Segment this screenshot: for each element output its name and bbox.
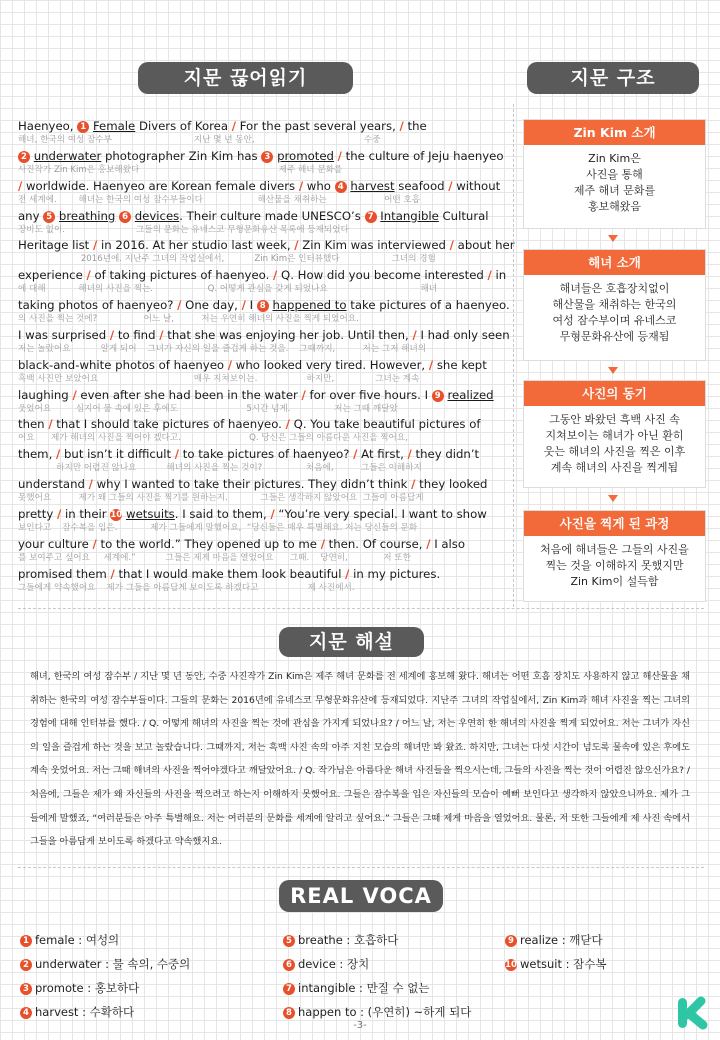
number-badge-4: 4 [20, 1007, 32, 1019]
keyword: happened to [272, 298, 347, 313]
korean-translation: 어요 제가 해녀의 사진을 찍어야 겠다고. Q. 당신은 그들의 아름다운 사진을 찍어요, [18, 433, 408, 444]
slash-mark: / [448, 178, 453, 193]
text-segment: for over five hours. I [305, 387, 432, 402]
text-segment: One day, [181, 298, 242, 313]
reading-line [18, 238, 515, 268]
structure-box-body [524, 275, 705, 351]
korean-translation: 사진작가 Zin Kim은 홍보해왔다 제주 해녀 문화를 [18, 164, 343, 175]
text-segment: in 2016. At her studio last week, [97, 238, 295, 253]
number-badge-2: 2 [20, 959, 32, 971]
voca-item [20, 1004, 134, 1020]
slash-mark: / [231, 119, 237, 133]
text-segment: Heritage list [18, 238, 93, 253]
text-segment: she kept [433, 357, 487, 372]
number-badge-8: 8 [283, 1007, 295, 1019]
text-segment: Haenyeo, [18, 119, 78, 133]
structure-box [523, 380, 706, 488]
structure-box [523, 249, 706, 361]
korean-translation: 의 사진을 찍는 것에? 어느 날, 저는 우연히 해녀의 사진을 찍게 되었어요. [18, 314, 359, 325]
structure-line: 지쳐보이는 해녀가 아닌 환히 [545, 429, 684, 442]
down-arrow-icon [608, 495, 618, 502]
text-segment: I was surprised [18, 327, 110, 342]
structure-line: 제주 해녀 문화를 [573, 184, 656, 197]
text-segment: taking photos of haenyeo? [18, 298, 178, 313]
text-segment: I had only seen [416, 327, 510, 342]
slash-mark: / [412, 327, 417, 342]
text-segment: take pictures of a haenyeo. [346, 298, 510, 313]
keyword: Female [92, 119, 136, 133]
text-segment: but isn’t it difficult [60, 447, 175, 462]
slash-mark: / [56, 506, 62, 521]
number-badge-8: 8 [257, 300, 269, 312]
text-segment: then. Of course, [324, 536, 427, 551]
number-badge-7: 7 [365, 211, 377, 223]
structure-line: Zin Kim은 [588, 152, 641, 165]
text-segment: promised them [18, 566, 111, 581]
text-segment: photographer Zin Kim has [101, 148, 262, 163]
text-segment: to find [114, 327, 160, 342]
reading-line [18, 507, 504, 537]
text-segment: . I said to them, [174, 506, 271, 521]
voca-word: realize : 깨닫다 [520, 933, 603, 947]
text-segment: . Their culture made UNESCO’s [179, 208, 365, 223]
text-segment: For the past several years, [236, 119, 400, 133]
keyword: realized [447, 387, 494, 402]
text-segment: then [18, 417, 49, 432]
slash-mark: / [72, 387, 77, 402]
structure-line: 그동안 봐왔던 흑백 사진 속 [549, 413, 680, 426]
voca-item [283, 1004, 471, 1020]
korean-translation: 그들에게 약속했어요 제가 그들을 아름답게 보이도록 하겠다고 제 사진에서. [18, 582, 355, 593]
text-segment: to the world.” They opened up to me [96, 536, 321, 551]
slash-mark: / [159, 327, 164, 342]
text-segment: Divers of Korea [135, 119, 232, 133]
text-segment: black-and-white photos of haenyeo [18, 357, 228, 372]
reading-line [18, 388, 504, 418]
english-text [18, 537, 465, 552]
text-segment: experience [18, 268, 87, 283]
text-segment: that she was enjoying her job. Until then, [163, 327, 413, 342]
structure-line: 홍보해왔음 [587, 200, 642, 213]
text-segment: the culture of Jeju haenyeo [341, 148, 504, 163]
number-badge-10: 10 [110, 509, 123, 520]
reading-line [18, 149, 504, 179]
text-segment: I [245, 298, 257, 313]
reading-line [18, 417, 504, 447]
voca-item [505, 932, 603, 948]
text-segment: that I would make them look beautiful [114, 566, 346, 581]
structure-box-body [524, 145, 705, 221]
explanation-text: 해녀, 한국의 여성 잠수부 / 지난 몇 년 동안, 수중 사진작가 Zin Kim은 제주 해녀 문화를 전 세계에 홍보해 왔다. 해녀는 어떤 호흡 장치도 사용하지 않고 해산물을 채취하는 한국의 여성 잠수부들이다. 그들의 문화는 2016년에 유네스코 무형문화유산에 등재되었다. 지난주 그녀의 작업실에서, Zin Kim과 해녀 사진을 찍는 그녀의 경험에 대해 인터뷰를 했다. / Q. 어떻게 해녀의 사진을 찍는 것에 관심을 가지게 되었나요? / 어느 날, 저는 우연히 한 해녀의 사진을 찍게 되었어요. 저는 그녀가 자신의 일을 즐겁게 하는 것을 보고 놀랐습니다. 그때까지, 저는 흑백 사진 속의 아주 지친 모습의 해녀만 봐 왔죠. 하지만, 그녀는 다섯 시간이 넘도록 물속에 있은 후에도 계속 웃었어요. 저는 그때 해녀의 사진을 찍어야겠다고 깨달았어요. / Q. 작가님은 아름다운 해녀 사진들을 찍으시는데, 그들의 사진을 찍는 것이 어렵진 않으신가요? / 처음에, 그들은 제가 왜 자신들의 사진을 찍으려고 하는지 이해하지 못했어요. 그들은 잠수복을 입은 자신들의 모습이 예뻐 보인다고 생각하지 않았으니까요. 제가 그들에게 말했죠, “여러분들은 아주 특별해요. 저는 여러분의 문화를 세계에 알리고 싶어요.” 그들은 그때 제게 마음을 열었어요. 물론, 저 또한 그들에게 제 사진 속에서 그들을 아름답게 보이도록 하겠다고 약속했지요. [30, 671, 690, 848]
reading-line [18, 179, 504, 209]
slash-mark: / [241, 298, 246, 313]
slash-mark: / [92, 536, 97, 551]
text-segment: I also [430, 536, 466, 551]
structure-box-header: 사진의 동기 [524, 381, 705, 406]
voca-word: wetsuit : 잠수복 [520, 957, 607, 971]
structure-line: 웃는 해녀의 사진을 찍은 이후 [543, 445, 686, 458]
english-text [18, 149, 504, 164]
voca-word: device : 장치 [298, 957, 370, 971]
structure-line: 사진을 통해 [586, 168, 643, 181]
text-segment: laughing [18, 387, 73, 402]
korean-translation: 저는 놀랐어요 알게 되어 그녀가 자신의 일을 즐겁게 하는 것을. 그때까지, 저는 그저 해녀의 [18, 343, 427, 354]
slash-mark: / [294, 238, 299, 253]
keyword: wetsuits [126, 506, 175, 521]
voca-item [283, 956, 369, 972]
korean-translation: 웃었어요 심지어 물 속에 있은 후에도 5시간 넘게. 저는 그때 깨달았 [18, 403, 398, 414]
structure-line: 찍는 것을 이해하지 못했지만 [545, 559, 684, 572]
number-badge-4: 4 [335, 181, 347, 193]
keyword: harvest [350, 178, 395, 193]
slash-mark: / [110, 566, 115, 581]
slash-mark: / [18, 178, 23, 193]
structure-box-header: 해녀 소개 [524, 250, 705, 275]
reading-line [18, 268, 507, 298]
reading-line [18, 119, 504, 149]
voca-item [20, 980, 139, 996]
reading-line [18, 298, 510, 328]
reading-section-title: 지문 끊어읽기 [138, 62, 353, 94]
slash-mark: / [449, 238, 454, 253]
structure-line: 무형문화유산에 등재됨 [559, 330, 670, 343]
keyword: Intangible [380, 208, 439, 223]
keyword: breathing [58, 208, 116, 223]
slash-mark: / [88, 477, 93, 492]
text-segment: pretty [18, 506, 57, 521]
slash-mark: / [353, 447, 358, 462]
text-segment: in their [61, 506, 111, 521]
structure-line: 해녀들은 호흡장치없이 [559, 282, 670, 295]
reading-line [18, 358, 504, 388]
text-segment: they looked [415, 477, 488, 492]
english-text [18, 477, 487, 492]
english-text [18, 328, 510, 343]
english-text [18, 238, 515, 253]
text-segment: “You’re very special. I want to show [274, 506, 487, 521]
voca-word: promote : 홍보하다 [35, 981, 140, 995]
voca-word: harvest : 수확하다 [35, 1005, 135, 1019]
page-number: -3- [353, 1020, 367, 1031]
voca-word: happen to : (우연히) ~하게 되다 [298, 1005, 472, 1019]
text-segment: any [18, 208, 44, 223]
voca-word: breathe : 호흡하다 [298, 933, 399, 947]
number-badge-7: 7 [283, 983, 295, 995]
text-segment: your culture [18, 536, 93, 551]
slash-mark: / [109, 327, 115, 342]
structure-box-header: Zin Kim 소개 [524, 120, 705, 145]
number-badge-6: 6 [283, 959, 295, 971]
number-badge-2: 2 [18, 151, 30, 163]
text-segment: understand [18, 477, 89, 492]
slash-mark: / [407, 447, 412, 462]
english-text [18, 119, 427, 134]
voca-word: intangible : 만질 수 없는 [298, 981, 430, 995]
text-segment: Cultural [438, 208, 489, 223]
structure-box [523, 510, 706, 602]
text-segment: them, [18, 447, 56, 462]
k-logo-icon [676, 996, 710, 1030]
divider-2 [18, 867, 704, 868]
text-segment: Zin Kim was interviewed [298, 238, 450, 253]
structure-box-body [524, 536, 705, 596]
number-badge-9: 9 [432, 390, 444, 402]
structure-section-title: 지문 구조 [527, 62, 699, 94]
text-segment: Q. You take beautiful pictures of [289, 417, 481, 432]
reading-line [18, 447, 504, 477]
number-badge-3: 3 [20, 983, 32, 995]
slash-mark: / [285, 417, 290, 432]
korean-translation: 보인다고 잠수복을 입은. 제가 그들에게 말했어요, “당신들은 매우 특별해요. 저는 당신들의 문화 [18, 522, 418, 533]
text-segment: who [303, 178, 335, 193]
structure-line: 계속 해녀의 사진을 찍게됨 [550, 461, 679, 474]
number-badge-9: 9 [505, 935, 517, 947]
slash-mark: / [92, 238, 98, 253]
slash-mark: / [411, 477, 416, 492]
number-badge-6: 6 [119, 211, 131, 223]
text-segment: about her [453, 238, 515, 253]
number-badge-5: 5 [283, 935, 295, 947]
slash-mark: / [48, 417, 53, 432]
slash-mark: / [174, 447, 180, 462]
korean-translation: 에 대해 해녀의 사진을 찍는. Q. 어떻게 관심을 갖게 되었나요 해녀 [18, 284, 438, 295]
slash-mark: / [337, 148, 342, 163]
text-segment: in my pictures. [349, 566, 441, 581]
down-arrow-icon [608, 367, 618, 374]
text-segment: without [452, 178, 501, 193]
text-segment: who looked very tired. However, [232, 357, 429, 372]
text-segment: they didn’t [411, 447, 480, 462]
slash-mark: / [273, 268, 278, 283]
slash-mark: / [487, 268, 492, 283]
korean-translation: 못했어요 제가 왜 그들의 사진을 찍기를 원하는지. 그들은 생각하지 않았어요 그들이 아름답게 [18, 493, 424, 504]
slash-mark: / [86, 268, 91, 283]
english-text [18, 298, 510, 313]
text-segment: Q. How did you become interested [277, 268, 488, 283]
slash-mark: / [426, 536, 431, 551]
english-text [18, 268, 506, 283]
text-segment: the [403, 119, 427, 133]
slash-mark: / [320, 536, 325, 551]
korean-translation: 전 세계에. 해녀는 한국의 여성 잠수부들이다 해산물을 채취하는 어떤 호흡 [18, 194, 421, 205]
slash-mark: / [428, 357, 434, 372]
english-text [18, 507, 487, 522]
reading-line [18, 477, 504, 507]
voca-item [283, 932, 398, 948]
reading-line [18, 209, 504, 239]
voca-item [20, 956, 190, 972]
slash-mark: / [56, 447, 61, 462]
text-segment: seafood [394, 178, 449, 193]
voca-section-title: REAL VOCA [279, 880, 443, 912]
number-badge-3: 3 [261, 151, 273, 163]
divider-1 [18, 608, 704, 609]
structure-box-header: 사진을 찍게 된 과정 [524, 511, 705, 536]
reading-passage [18, 119, 515, 597]
korean-translation: 장비도 없이. 그들의 문화는 유네스코 무형문화유산 목록에 등재되었다 [18, 224, 349, 235]
slash-mark: / [298, 178, 304, 193]
reading-line [18, 327, 510, 358]
english-text [18, 209, 489, 224]
voca-word: female : 여성의 [35, 933, 120, 947]
text-segment: in [491, 268, 507, 283]
slash-mark: / [227, 357, 233, 372]
voca-item [505, 956, 607, 972]
number-badge-5: 5 [43, 211, 55, 223]
korean-translation: 하지만 어렵진 않나요 해녀의 사진을 찍는 것이? 처음에, 그들은 이해하지 [18, 463, 422, 474]
keyword: devices [134, 208, 180, 223]
english-text [18, 358, 487, 373]
korean-translation: 해녀, 한국의 여성 잠수부 지난 몇 년 동안, 수중 [18, 135, 381, 145]
text-segment: why I wanted to take their pictures. They didn’t think [92, 477, 412, 492]
number-badge-1: 1 [77, 121, 89, 133]
korean-translation: 2016년에. 지난주 그녀의 작업실에서, Zin Kim은 인터뷰했다 그녀의 경험 [18, 254, 436, 265]
slash-mark: / [345, 566, 350, 581]
reading-line [18, 537, 504, 567]
keyword: promoted [277, 148, 334, 163]
english-text [18, 388, 494, 403]
slash-mark: / [177, 298, 182, 313]
text-segment: At first, [357, 447, 408, 462]
keyword: underwater [33, 148, 102, 163]
number-badge-10: 10 [505, 960, 517, 970]
text-segment: worldwide. Haenyeo are Korean female divers [22, 178, 299, 193]
down-arrow-icon [608, 235, 618, 242]
voca-item [20, 932, 119, 948]
english-text [18, 417, 481, 432]
structure-line: 처음에 해녀들은 그들의 사진을 [540, 543, 689, 556]
structure-line: 여성 잠수부이며 유네스코 [552, 314, 677, 327]
english-text [18, 447, 479, 462]
structure-box-body [524, 406, 705, 482]
english-text [18, 179, 500, 194]
voca-item [283, 980, 429, 996]
slash-mark: / [399, 119, 404, 133]
explanation-section-title: 지문 해설 [279, 627, 424, 657]
english-text [18, 567, 440, 582]
structure-line: Zin Kim이 설득함 [570, 575, 659, 588]
text-segment: that I should take pictures of haenyeo. [52, 417, 286, 432]
text-segment: of taking pictures of haenyeo. [90, 268, 274, 283]
slash-mark: / [270, 506, 275, 521]
korean-translation: 를 보여주고 싶어요 세계에.” 그들은 제게 마음을 열었어요 그때. 당연히, 저 또한 [18, 552, 411, 563]
structure-box [523, 119, 706, 229]
number-badge-1: 1 [20, 935, 32, 947]
vertical-divider [513, 104, 514, 607]
text-segment: to take pictures of haenyeo? [179, 447, 354, 462]
reading-line [18, 567, 504, 597]
voca-word: underwater : 물 속의, 수중의 [35, 957, 191, 971]
text-segment: even after she had been in the water [76, 387, 302, 402]
korean-translation: 흑백 사진만 보았어요 매우 지쳐보이는. 하지만, 그녀는 계속 [18, 373, 420, 384]
slash-mark: / [301, 387, 306, 402]
structure-line: 해산물을 채취하는 한국의 [552, 298, 677, 311]
